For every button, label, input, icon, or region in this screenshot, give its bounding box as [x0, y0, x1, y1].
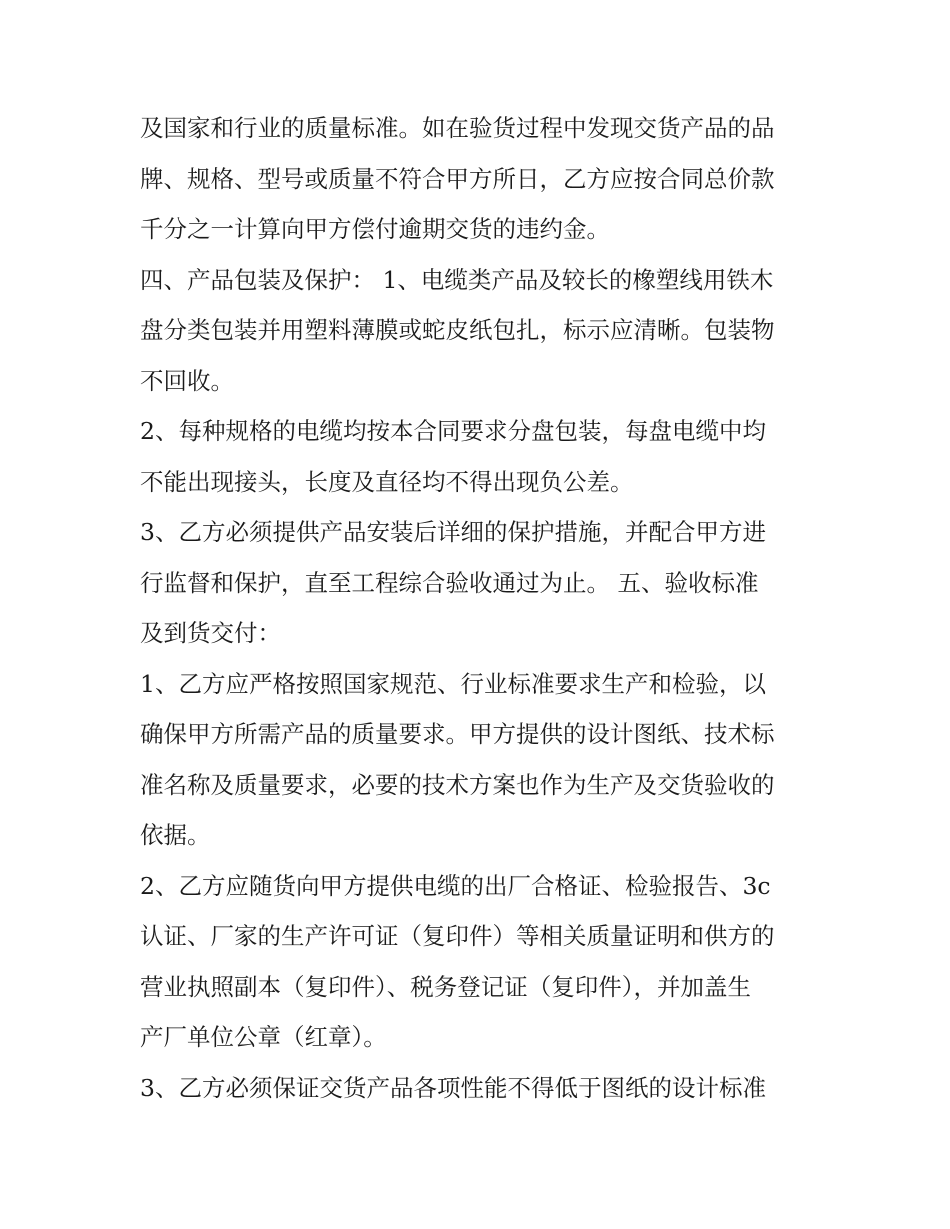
paragraph-inspection-standards — [140, 659, 820, 861]
text-line: 3、乙方必须保证交货产品各项性能不得低于图纸的设计标准 — [140, 1073, 766, 1102]
text-line: 千分之一计算向甲方偿付逾期交货的违约金。 — [140, 215, 610, 243]
document-body — [140, 103, 820, 1113]
text-line: 不回收。 — [140, 366, 234, 395]
text-line: 盘分类包装并用塑料薄膜或蛇皮纸包扎，标示应清晰。包装物 — [140, 316, 775, 344]
text-line: 四、产品包装及保护： 1、电缆类产品及较长的橡塑线用铁木 — [140, 265, 774, 294]
paragraph-certificates — [140, 861, 820, 1063]
text-line: 及到货交付： — [140, 619, 281, 647]
text-line: 行监督和保护，直至工程综合验收通过为止。 五、验收标准 — [140, 568, 759, 597]
text-line: 1、乙方应严格按照国家规范、行业标准要求生产和检验，以 — [140, 669, 766, 698]
paragraph-cable-reels — [140, 406, 820, 507]
paragraph-performance-guarantee — [140, 1063, 820, 1114]
text-line: 不能出现接头，长度及直径均不得出现负公差。 — [140, 467, 634, 496]
text-line: 产厂单位公章（红章）。 — [140, 1023, 387, 1051]
text-line: 牌、规格、型号或质量不符合甲方所日，乙方应按合同总价款 — [140, 164, 775, 193]
paragraph-packaging-protection — [140, 255, 820, 407]
text-line: 3、乙方必须提供产品安装后详细的保护措施，并配合甲方进 — [140, 518, 766, 546]
text-line: 准名称及质量要求，必要的技术方案也作为生产及交货验收的 — [140, 770, 775, 799]
text-line: 确保甲方所需产品的质量要求。甲方提供的设计图纸、技术标 — [140, 720, 775, 748]
paragraph-protection-measures — [140, 507, 820, 659]
text-line: 2、乙方应随货向甲方提供电缆的出厂合格证、检验报告、3c — [140, 871, 771, 900]
paragraph-quality-standard — [140, 103, 820, 255]
text-line: 2、每种规格的电缆均按本合同要求分盘包装，每盘电缆中均 — [140, 417, 766, 445]
text-line: 营业执照副本（复印件）、税务登记证（复印件），并加盖生 — [140, 972, 751, 1001]
text-line: 及国家和行业的质量标准。如在验货过程中发现交货产品的品 — [140, 114, 775, 142]
text-line: 依据。 — [140, 821, 211, 849]
text-line: 认证、厂家的生产许可证（复印件）等相关质量证明和供方的 — [140, 922, 775, 950]
